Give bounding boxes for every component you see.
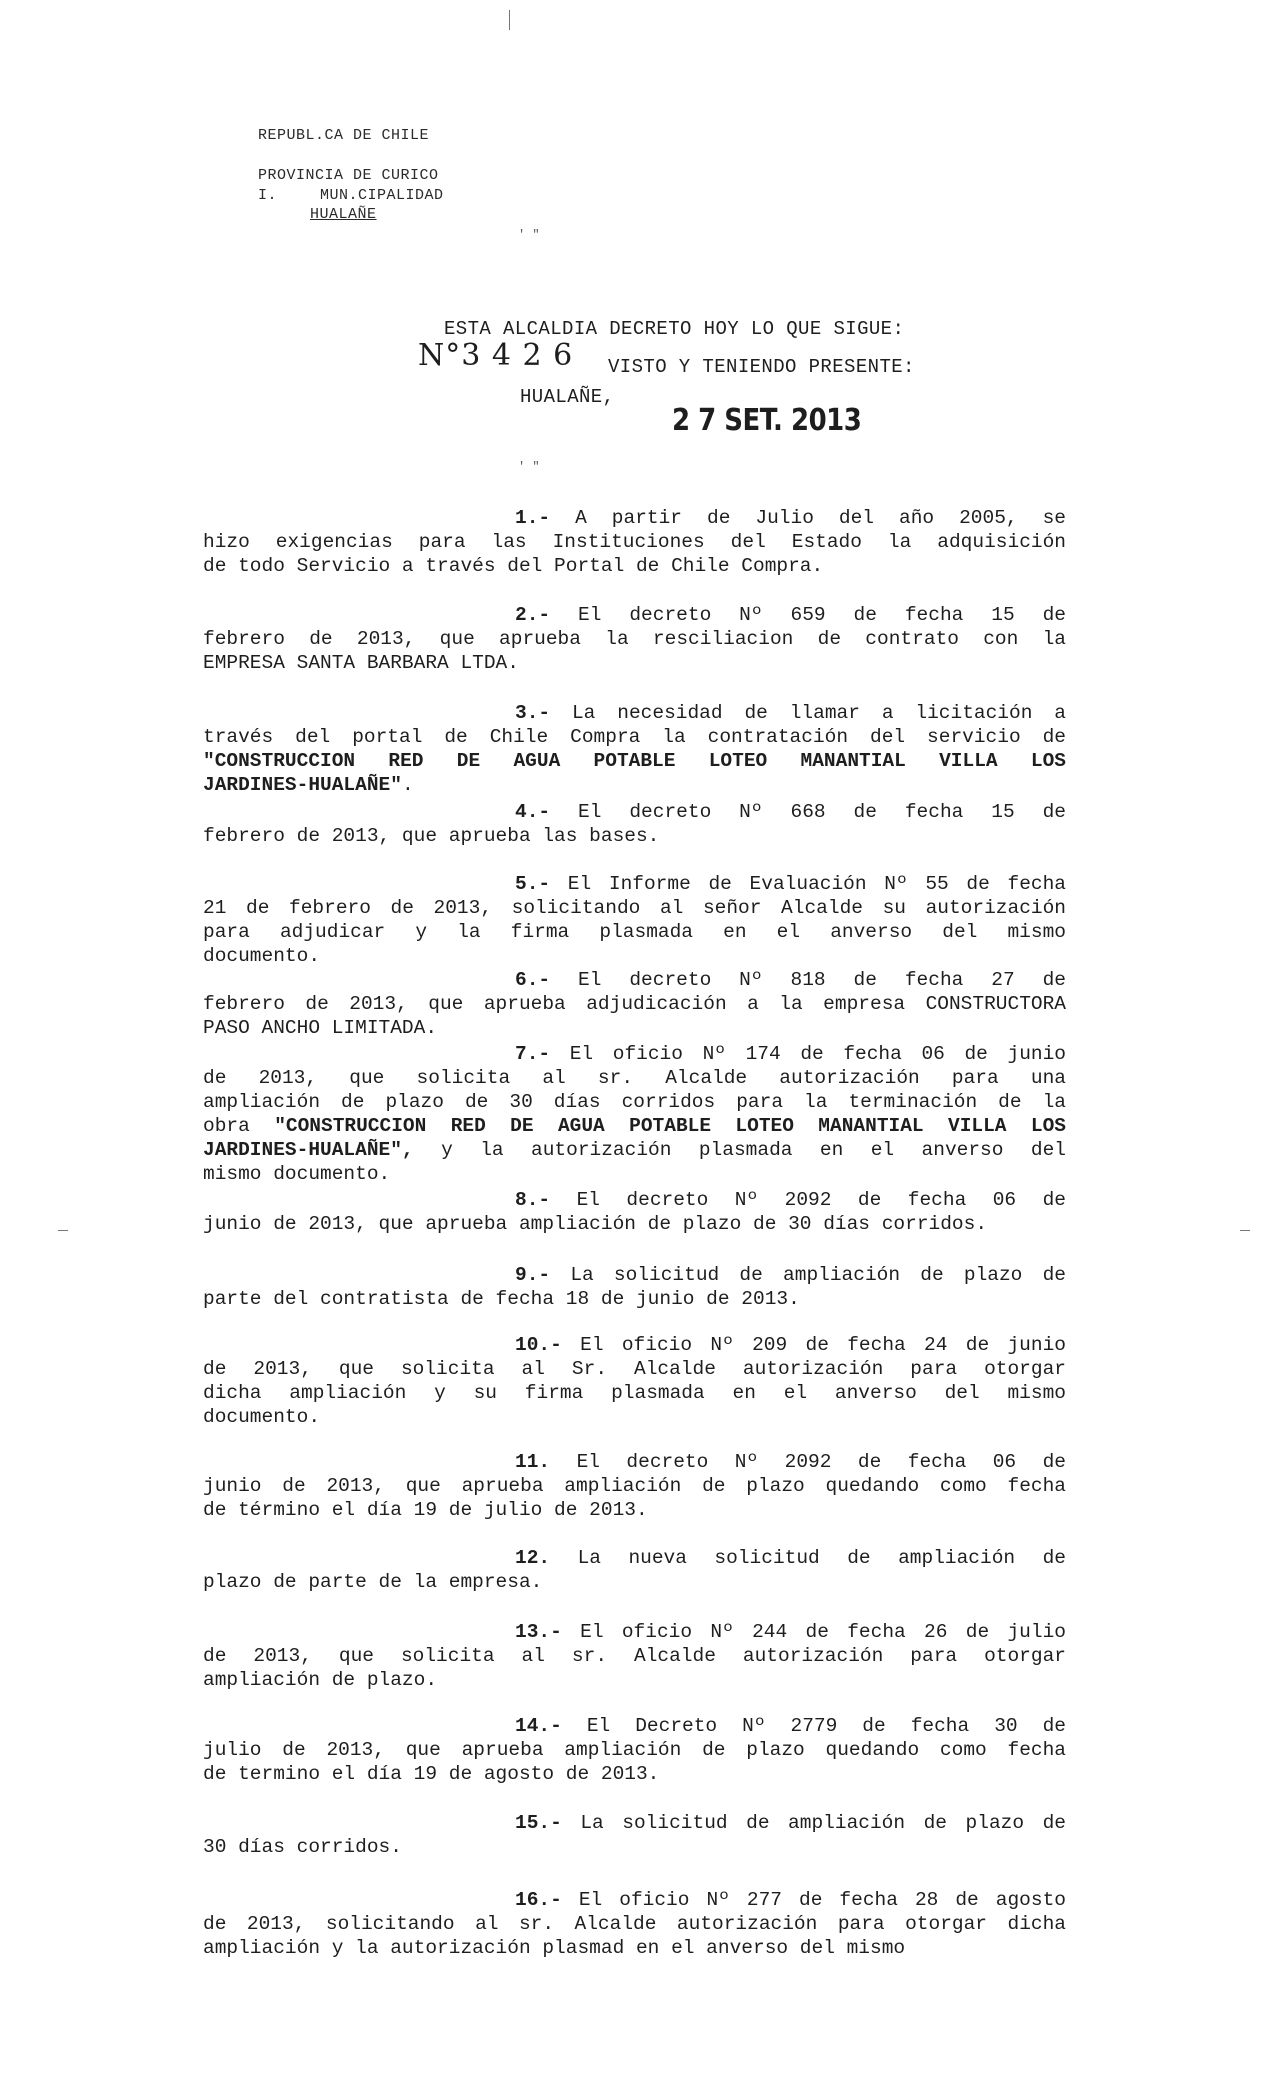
consideration-paragraph (203, 1811, 1066, 1859)
paragraph-line (203, 530, 1066, 554)
paragraph-line (203, 773, 1066, 797)
paragraph-line (203, 1212, 1066, 1236)
paragraph-text: parte del contratista de fecha 18 de junio de 2013. (203, 1288, 800, 1310)
bold-text: "CONSTRUCCION RED DE AGUA POTABLE LOTEO MANANTIAL VILLA LOS (274, 1115, 1066, 1137)
paragraph-text: El decreto Nº 668 de fecha 15 de (578, 801, 1066, 823)
paragraph-text: obra (203, 1115, 275, 1137)
paragraph-text: El oficio Nº 174 de fecha 06 de junio (569, 1043, 1066, 1065)
paragraph-line (203, 1188, 1066, 1212)
decree-place: HUALAÑE, (520, 386, 615, 408)
paragraph-line (203, 1263, 1066, 1287)
paragraph-text: EMPRESA SANTA BARBARA LTDA. (203, 652, 519, 674)
consideration-paragraph (203, 872, 1066, 968)
paragraph-number: 11. (515, 1451, 577, 1473)
paragraph-text: hizo exigencias para las Instituciones del Estado la adquisición (203, 531, 1066, 553)
paragraph-text: de término el día 19 de julio de 2013. (203, 1499, 648, 1521)
paragraph-line (203, 824, 1066, 848)
paragraph-text: La necesidad de llamar a licitación a (571, 702, 1066, 724)
header-commune: HUALAÑE (310, 206, 377, 223)
paragraph-number: 6.- (515, 969, 579, 991)
paragraph-line (203, 725, 1066, 749)
decree-date-stamp: 2 7 SET. 2013 (672, 403, 862, 439)
paragraph-text: para adjudicar y la firma plasmada en el anverso del mismo (203, 921, 1066, 943)
header-republic: REPUBL.CA DE CHILE (258, 127, 430, 144)
paragraph-text: La nueva solicitud de ampliación de (577, 1547, 1066, 1569)
paragraph-text: junio de 2013, que aprueba ampliación de plazo de 30 días corridos. (203, 1213, 988, 1235)
paragraph-line (203, 603, 1066, 627)
paragraph-text: junio de 2013, que aprueba ampliación de plazo quedando como fecha (203, 1475, 1066, 1497)
paragraph-line (203, 968, 1066, 992)
paragraph-text: El oficio Nº 209 de fecha 24 de junio (580, 1334, 1066, 1356)
consideration-paragraph (203, 800, 1066, 848)
consideration-paragraph (203, 1263, 1066, 1311)
consideration-paragraph (203, 1042, 1066, 1186)
paragraph-line (203, 1450, 1066, 1474)
paragraph-text: El Decreto Nº 2779 de fecha 30 de (586, 1715, 1066, 1737)
paragraph-line (203, 506, 1066, 530)
paragraph-line (203, 1114, 1066, 1138)
paragraph-number: 9.- (515, 1264, 571, 1286)
consideration-paragraph (203, 968, 1066, 1040)
paragraph-text: El Informe de Evaluación Nº 55 de fecha (567, 873, 1067, 895)
paragraph-line (203, 944, 1066, 968)
consideration-paragraph (203, 1450, 1066, 1522)
paragraph-line (203, 1381, 1066, 1405)
consideration-paragraph (203, 701, 1066, 797)
scan-mark: ′ ″ (518, 460, 540, 474)
paragraph-line (203, 1620, 1066, 1644)
paragraph-line (203, 1570, 1066, 1594)
paragraph-line (203, 1162, 1066, 1186)
paragraph-text: 30 días corridos. (203, 1836, 402, 1858)
paragraph-text: La solicitud de ampliación de plazo de (570, 1264, 1066, 1286)
paragraph-text: ampliación de plazo. (203, 1669, 438, 1691)
paragraph-line (203, 1090, 1066, 1114)
paragraph-text: 21 de febrero de 2013, solicitando al señor Alcalde su autorización (203, 897, 1066, 919)
paragraph-number: 12. (515, 1547, 578, 1569)
paragraph-line (203, 1644, 1066, 1668)
paragraph-line (203, 800, 1066, 824)
paragraph-number: 14.- (515, 1715, 587, 1737)
paragraph-text: dicha ampliación y su firma plasmada en el anverso del mismo (203, 1382, 1066, 1404)
paragraph-line (203, 1936, 1066, 1960)
paragraph-text: y la autorización plasmada en el anverso del (413, 1139, 1066, 1161)
paragraph-text: documento. (203, 1406, 321, 1428)
paragraph-line (203, 1042, 1066, 1066)
paragraph-line (203, 1498, 1066, 1522)
paragraph-line (203, 1738, 1066, 1762)
paragraph-line (203, 1405, 1066, 1429)
paragraph-line (203, 1888, 1066, 1912)
paragraph-text: de 2013, que solicita al Sr. Alcalde autorización para otorgar (203, 1358, 1066, 1380)
paragraph-text: febrero de 2013, que aprueba la resciliacion de contrato con la (203, 628, 1066, 650)
paragraph-number: 15.- (515, 1812, 581, 1834)
paragraph-text: febrero de 2013, que aprueba adjudicación a la empresa CONSTRUCTORA (203, 993, 1066, 1015)
paragraph-line (203, 1546, 1066, 1570)
paragraph-text: A partir de Julio del año 2005, se (575, 507, 1066, 529)
paragraph-number: 16.- (515, 1889, 579, 1911)
paragraph-line (203, 1714, 1066, 1738)
consideration-paragraph (203, 603, 1066, 675)
decree-number: N°3 4 2 6 (418, 338, 574, 373)
paragraph-number: 2.- (515, 604, 579, 626)
paragraph-text: de 2013, solicitando al sr. Alcalde autorización para otorgar dicha (203, 1913, 1066, 1935)
consideration-paragraph (203, 1188, 1066, 1236)
paragraph-line (203, 1811, 1066, 1835)
visto-heading: VISTO Y TENIENDO PRESENTE: (608, 356, 915, 378)
paragraph-line (203, 1333, 1066, 1357)
scan-mark (509, 10, 510, 30)
paragraph-number: 8.- (515, 1189, 577, 1211)
consideration-paragraph (203, 1546, 1066, 1594)
paragraph-number: 13.- (515, 1621, 581, 1643)
paragraph-line (203, 920, 1066, 944)
paragraph-line (203, 627, 1066, 651)
header-municipality: MUN.CIPALIDAD (320, 187, 444, 204)
consideration-paragraph (203, 1333, 1066, 1429)
paragraph-text: de 2013, que solicita al sr. Alcalde autorización para una (203, 1067, 1066, 1089)
paragraph-line (203, 1835, 1066, 1859)
paragraph-text: julio de 2013, que aprueba ampliación de plazo quedando como fecha (203, 1739, 1066, 1761)
paragraph-text: El decreto Nº 659 de fecha 15 de (578, 604, 1066, 626)
consideration-paragraph (203, 506, 1066, 578)
paragraph-line (203, 1474, 1066, 1498)
paragraph-number: 7.- (515, 1043, 570, 1065)
paragraph-line (203, 1016, 1066, 1040)
paragraph-text: febrero de 2013, que aprueba las bases. (203, 825, 660, 847)
paragraph-text: mismo documento. (203, 1163, 391, 1185)
paragraph-text: La solicitud de ampliación de plazo de (580, 1812, 1066, 1834)
paragraph-text: El decreto Nº 818 de fecha 27 de (578, 969, 1066, 991)
header-municipality-prefix: I. (258, 187, 278, 204)
paragraph-text: PASO ANCHO LIMITADA. (203, 1017, 438, 1039)
paragraph-line (203, 896, 1066, 920)
paragraph-line (203, 1762, 1066, 1786)
paragraph-number: 4.- (515, 801, 579, 823)
paragraph-text: de termino el día 19 de agosto de 2013. (203, 1763, 660, 1785)
paragraph-text: documento. (203, 945, 321, 967)
paragraph-text: El decreto Nº 2092 de fecha 06 de (576, 1451, 1066, 1473)
bold-text: JARDINES-HUALAÑE", (203, 1139, 414, 1161)
consideration-paragraph (203, 1714, 1066, 1786)
bold-text: "CONSTRUCCION RED DE AGUA POTABLE LOTEO MANANTIAL VILLA LOS (203, 750, 1066, 772)
paragraph-text: través del portal de Chile Compra la contratación del servicio de (203, 726, 1066, 748)
decree-intro: ESTA ALCALDIA DECRETO HOY LO QUE SIGUE: (444, 318, 905, 340)
scan-mark (1240, 1230, 1250, 1231)
paragraph-line (203, 554, 1066, 578)
paragraph-text: plazo de parte de la empresa. (203, 1571, 543, 1593)
paragraph-text: de todo Servicio a través del Portal de Chile Compra. (203, 555, 824, 577)
paragraph-number: 3.- (515, 702, 572, 724)
paragraph-line (203, 992, 1066, 1016)
paragraph-number: 10.- (515, 1334, 581, 1356)
header-province: PROVINCIA DE CURICO (258, 167, 439, 184)
paragraph-line (203, 701, 1066, 725)
bold-text: JARDINES-HUALAÑE" (203, 774, 402, 796)
paragraph-line (203, 1066, 1066, 1090)
paragraph-line (203, 1357, 1066, 1381)
paragraph-line (203, 1287, 1066, 1311)
consideration-paragraph (203, 1888, 1066, 1960)
paragraph-line (203, 749, 1066, 773)
paragraph-line (203, 1138, 1066, 1162)
paragraph-line (203, 872, 1066, 896)
paragraph-text: El oficio Nº 244 de fecha 26 de julio (580, 1621, 1066, 1643)
paragraph-line (203, 1668, 1066, 1692)
scan-mark: ′ ″ (518, 228, 540, 242)
paragraph-line (203, 1912, 1066, 1936)
paragraph-line (203, 651, 1066, 675)
paragraph-text: ampliación de plazo de 30 días corridos para la terminación de la (203, 1091, 1066, 1113)
paragraph-text: ampliación y la autorización plasmad en el anverso del mismo (203, 1937, 906, 1959)
paragraph-number: 5.- (515, 873, 568, 895)
consideration-paragraph (203, 1620, 1066, 1692)
paragraph-number: 1.- (515, 507, 576, 529)
paragraph-text: . (401, 774, 414, 796)
paragraph-text: de 2013, que solicita al sr. Alcalde autorización para otorgar (203, 1645, 1066, 1667)
scan-mark (58, 1230, 68, 1231)
paragraph-text: El oficio Nº 277 de fecha 28 de agosto (578, 1889, 1066, 1911)
paragraph-text: El decreto Nº 2092 de fecha 06 de (576, 1189, 1066, 1211)
